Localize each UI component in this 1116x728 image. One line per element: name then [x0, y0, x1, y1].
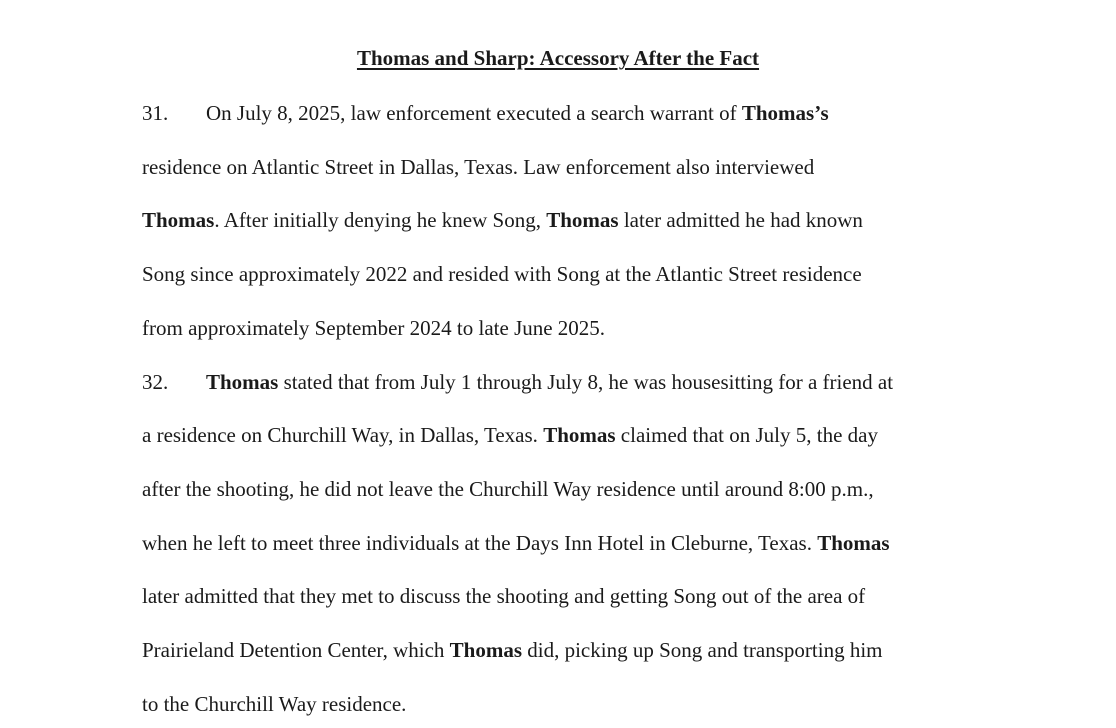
text-run: a residence on Churchill Way, in Dallas, Texas. [142, 423, 544, 447]
text-run: residence on Atlantic Street in Dallas, Texas. Law enforcement also interviewed [142, 155, 815, 179]
text-run: stated that from July 1 through July 8, he was housesitting for a friend at [278, 370, 894, 394]
text-run: . After initially denying he knew Song, [214, 208, 547, 232]
bold-name: Thomas [817, 531, 890, 555]
paragraph-2-line-7 [142, 690, 406, 718]
paragraph-1-line-3 [142, 206, 863, 234]
text-run: later admitted that they met to discuss the shooting and getting Song out of the area of [142, 584, 866, 608]
text-run: Prairieland Detention Center, which [142, 638, 450, 662]
text-run: to the Churchill Way residence. [142, 692, 407, 716]
text-run: from approximately September 2024 to late June 2025. [142, 316, 606, 340]
paragraph-2-line-1 [142, 368, 893, 396]
bold-name: Thomas [206, 370, 279, 394]
section-heading-text: Thomas and Sharp: Accessory After the Fact [356, 46, 760, 70]
text-run: after the shooting, he did not leave the Churchill Way residence until around 8:00 p.m., [142, 477, 874, 501]
text-run: claimed that on July 5, the day [615, 423, 878, 447]
paragraph-2-line-5 [142, 582, 865, 610]
text-run: Song since approximately 2022 and resided with Song at the Atlantic Street residence [142, 262, 862, 286]
bold-name: Thomas [449, 638, 523, 662]
bold-name: Thomas [543, 423, 616, 447]
paragraph-number: 32. [142, 370, 169, 394]
text-run: did, picking up Song and transporting him [522, 638, 883, 662]
paragraph-2-line-2 [142, 421, 878, 449]
bold-name: Thomas’s [741, 101, 829, 125]
text-run: later admitted he had known [618, 208, 863, 232]
paragraph-1-line-2 [142, 153, 814, 181]
text-run: when he left to meet three individuals at the Days Inn Hotel in Cleburne, Texas. [142, 531, 818, 555]
bold-name: Thomas [142, 208, 215, 232]
paragraph-number: 31. [142, 101, 169, 125]
paragraph-2-line-4 [142, 529, 890, 557]
paragraph-2-line-6 [142, 636, 883, 664]
section-heading [0, 44, 1116, 72]
paragraph-1-line-5 [142, 314, 605, 342]
paragraph-2-line-3 [142, 475, 874, 503]
text-run: On July 8, 2025, law enforcement executed a search warrant of [206, 101, 742, 125]
paragraph-1-line-1 [142, 99, 829, 127]
bold-name: Thomas [546, 208, 619, 232]
paragraph-1-line-4 [142, 260, 862, 288]
